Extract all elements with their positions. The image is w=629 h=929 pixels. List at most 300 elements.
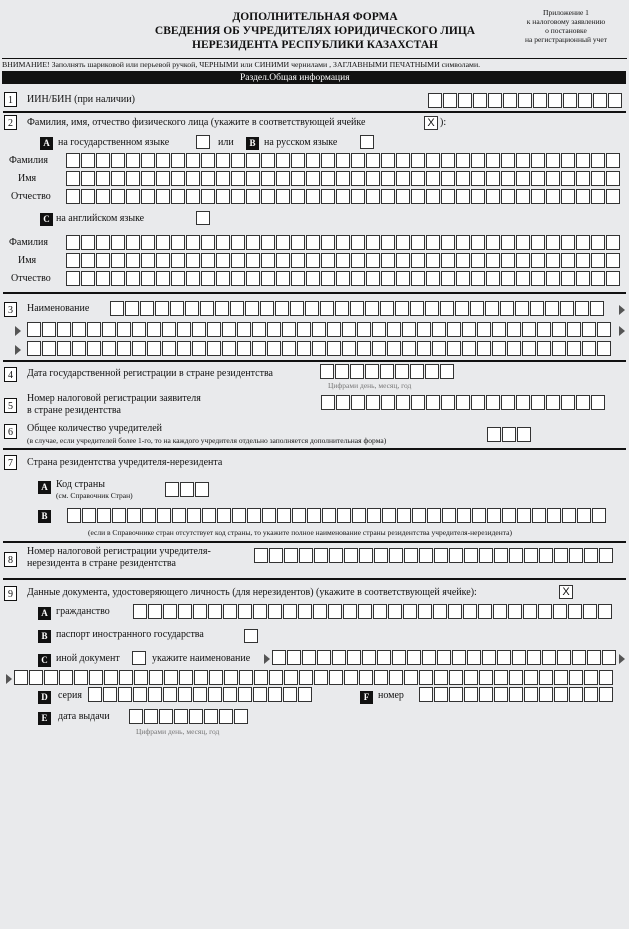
input-cell[interactable] (170, 301, 184, 316)
input-cell[interactable] (74, 670, 88, 685)
input-cell[interactable] (179, 670, 193, 685)
input-cell[interactable] (561, 271, 575, 286)
input-cell[interactable] (245, 301, 259, 316)
input-cell[interactable] (111, 189, 125, 204)
input-cell[interactable] (478, 604, 492, 619)
input-cell[interactable] (486, 271, 500, 286)
input-cell[interactable] (381, 153, 395, 168)
input-cell[interactable] (234, 709, 248, 724)
input-cell[interactable] (411, 271, 425, 286)
input-cell[interactable] (216, 171, 230, 186)
input-cell[interactable] (539, 548, 553, 563)
input-cell[interactable] (426, 171, 440, 186)
input-cell[interactable] (171, 235, 185, 250)
input-cell[interactable] (456, 153, 470, 168)
input-cell[interactable] (216, 153, 230, 168)
input-cell[interactable] (440, 301, 454, 316)
input-cell[interactable] (447, 341, 461, 356)
input-cell[interactable] (162, 341, 176, 356)
input-cell[interactable] (156, 271, 170, 286)
input-cell[interactable] (231, 253, 245, 268)
input-cell[interactable] (159, 709, 173, 724)
input-cell[interactable] (397, 508, 411, 523)
input-cell[interactable] (426, 235, 440, 250)
input-cell[interactable] (381, 235, 395, 250)
input-cell[interactable] (81, 171, 95, 186)
input-cell[interactable] (426, 395, 440, 410)
input-cell[interactable] (200, 301, 214, 316)
input-cell[interactable] (237, 341, 251, 356)
input-cell[interactable] (358, 604, 372, 619)
input-cell[interactable] (486, 171, 500, 186)
input-cell[interactable] (260, 301, 274, 316)
input-cell[interactable] (117, 341, 131, 356)
input-cell[interactable] (261, 189, 275, 204)
input-cell[interactable] (557, 650, 571, 665)
input-cell[interactable] (336, 271, 350, 286)
input-cell[interactable] (246, 271, 260, 286)
input-cell[interactable] (608, 93, 622, 108)
input-cell[interactable] (327, 322, 341, 337)
input-cell[interactable] (142, 508, 156, 523)
input-cell[interactable] (299, 670, 313, 685)
input-cell[interactable] (583, 604, 597, 619)
input-cell[interactable] (362, 650, 376, 665)
input-cell[interactable] (322, 508, 336, 523)
input-cell[interactable] (141, 253, 155, 268)
input-cell[interactable] (314, 670, 328, 685)
input-cell[interactable] (302, 650, 316, 665)
input-cell[interactable] (576, 253, 590, 268)
input-cell[interactable] (561, 189, 575, 204)
input-cell[interactable] (283, 604, 297, 619)
input-cell[interactable] (433, 604, 447, 619)
input-cell[interactable] (268, 604, 282, 619)
input-cell[interactable] (351, 235, 365, 250)
input-cell[interactable] (336, 189, 350, 204)
input-cell[interactable] (449, 670, 463, 685)
input-cell[interactable] (282, 341, 296, 356)
input-cell[interactable] (591, 235, 605, 250)
input-cell[interactable] (352, 508, 366, 523)
input-cell[interactable] (412, 508, 426, 523)
input-cell[interactable] (380, 301, 394, 316)
input-cell[interactable] (347, 650, 361, 665)
input-cell[interactable] (606, 189, 620, 204)
input-cell[interactable] (87, 322, 101, 337)
input-cell[interactable] (538, 604, 552, 619)
input-cell[interactable] (509, 670, 523, 685)
input-cell[interactable] (132, 341, 146, 356)
input-cell[interactable] (576, 189, 590, 204)
input-cell[interactable] (232, 508, 246, 523)
input-cell[interactable] (163, 604, 177, 619)
input-cell[interactable] (343, 604, 357, 619)
input-cell[interactable] (27, 341, 41, 356)
input-cell[interactable] (542, 650, 556, 665)
input-cell[interactable] (186, 235, 200, 250)
input-cell[interactable] (422, 650, 436, 665)
input-cell[interactable] (96, 189, 110, 204)
input-cell[interactable] (372, 341, 386, 356)
input-cell[interactable] (207, 341, 221, 356)
input-cell[interactable] (584, 670, 598, 685)
input-cell[interactable] (272, 650, 286, 665)
input-cell[interactable] (411, 235, 425, 250)
input-cell[interactable] (156, 171, 170, 186)
input-cell[interactable] (531, 395, 545, 410)
input-cell[interactable] (96, 235, 110, 250)
input-cell[interactable] (134, 670, 148, 685)
input-cell[interactable] (178, 687, 192, 702)
input-cell[interactable] (332, 650, 346, 665)
input-cell[interactable] (456, 171, 470, 186)
input-cell[interactable] (441, 235, 455, 250)
input-cell[interactable] (471, 235, 485, 250)
input-cell[interactable] (471, 395, 485, 410)
input-cell[interactable] (426, 153, 440, 168)
input-cell[interactable] (497, 650, 511, 665)
input-cell[interactable] (471, 171, 485, 186)
input-cell[interactable] (118, 687, 132, 702)
input-cell[interactable] (516, 153, 530, 168)
input-cell[interactable] (403, 604, 417, 619)
input-cell[interactable] (518, 93, 532, 108)
input-cell[interactable] (329, 548, 343, 563)
input-cell[interactable] (467, 650, 481, 665)
input-cell[interactable] (387, 322, 401, 337)
input-cell[interactable] (508, 604, 522, 619)
input-cell[interactable] (231, 271, 245, 286)
input-cell[interactable] (606, 235, 620, 250)
input-cell[interactable] (351, 189, 365, 204)
input-cell[interactable] (419, 670, 433, 685)
input-cell[interactable] (381, 271, 395, 286)
input-cell[interactable] (186, 271, 200, 286)
input-cell[interactable] (238, 687, 252, 702)
input-cell[interactable] (545, 301, 559, 316)
input-cell[interactable] (172, 508, 186, 523)
org-name-cells-3[interactable] (27, 341, 612, 356)
input-cell[interactable] (117, 322, 131, 337)
input-cell[interactable] (189, 709, 203, 724)
input-cell[interactable] (537, 322, 551, 337)
input-cell[interactable] (321, 271, 335, 286)
input-cell[interactable] (516, 171, 530, 186)
input-cell[interactable] (147, 322, 161, 337)
input-cell[interactable] (321, 235, 335, 250)
input-cell[interactable] (426, 253, 440, 268)
input-cell[interactable] (477, 341, 491, 356)
input-cell[interactable] (576, 171, 590, 186)
input-cell[interactable] (276, 271, 290, 286)
input-cell[interactable] (377, 650, 391, 665)
input-cell[interactable] (546, 171, 560, 186)
input-cell[interactable] (104, 670, 118, 685)
input-cell[interactable] (373, 604, 387, 619)
input-cell[interactable] (246, 253, 260, 268)
input-cell[interactable] (81, 189, 95, 204)
number-cells[interactable] (419, 687, 614, 702)
input-cell[interactable] (350, 364, 364, 379)
input-cell[interactable] (194, 670, 208, 685)
input-cell[interactable] (593, 93, 607, 108)
input-cell[interactable] (174, 709, 188, 724)
input-cell[interactable] (317, 650, 331, 665)
input-cell[interactable] (487, 508, 501, 523)
input-cell[interactable] (365, 301, 379, 316)
input-cell[interactable] (96, 171, 110, 186)
input-cell[interactable] (202, 508, 216, 523)
input-cell[interactable] (471, 253, 485, 268)
input-cell[interactable] (493, 604, 507, 619)
input-cell[interactable] (515, 301, 529, 316)
input-cell[interactable] (344, 548, 358, 563)
input-cell[interactable] (434, 548, 448, 563)
input-cell[interactable] (72, 322, 86, 337)
input-cell[interactable] (602, 650, 616, 665)
input-cell[interactable] (126, 153, 140, 168)
input-cell[interactable] (276, 235, 290, 250)
input-cell[interactable] (208, 604, 222, 619)
input-cell[interactable] (129, 709, 143, 724)
input-cell[interactable] (126, 171, 140, 186)
russian-language-checkbox[interactable] (360, 135, 374, 149)
input-cell[interactable] (96, 153, 110, 168)
input-cell[interactable] (195, 482, 209, 497)
doc-name-cells-1[interactable] (272, 650, 617, 665)
input-cell[interactable] (44, 670, 58, 685)
input-cell[interactable] (141, 189, 155, 204)
input-cell[interactable] (307, 508, 321, 523)
input-cell[interactable] (351, 153, 365, 168)
input-cell[interactable] (254, 670, 268, 685)
input-cell[interactable] (261, 253, 275, 268)
input-cell[interactable] (291, 153, 305, 168)
input-cell[interactable] (268, 687, 282, 702)
input-cell[interactable] (501, 153, 515, 168)
input-cell[interactable] (66, 253, 80, 268)
input-cell[interactable] (516, 271, 530, 286)
input-cell[interactable] (527, 650, 541, 665)
input-cell[interactable] (336, 171, 350, 186)
input-cell[interactable] (531, 153, 545, 168)
input-cell[interactable] (277, 508, 291, 523)
input-cell[interactable] (501, 271, 515, 286)
input-cell[interactable] (66, 153, 80, 168)
input-cell[interactable] (216, 271, 230, 286)
input-cell[interactable] (254, 548, 268, 563)
doc-name-cells-2[interactable] (14, 670, 614, 685)
input-cell[interactable] (441, 153, 455, 168)
input-cell[interactable] (380, 364, 394, 379)
input-cell[interactable] (342, 341, 356, 356)
input-cell[interactable] (567, 341, 581, 356)
input-cell[interactable] (180, 482, 194, 497)
input-cell[interactable] (509, 548, 523, 563)
input-cell[interactable] (267, 322, 281, 337)
input-cell[interactable] (144, 709, 158, 724)
input-cell[interactable] (562, 508, 576, 523)
input-cell[interactable] (357, 322, 371, 337)
input-cell[interactable] (208, 687, 222, 702)
input-cell[interactable] (291, 235, 305, 250)
input-cell[interactable] (425, 301, 439, 316)
input-cell[interactable] (350, 301, 364, 316)
input-cell[interactable] (351, 395, 365, 410)
input-cell[interactable] (148, 604, 162, 619)
input-cell[interactable] (532, 508, 546, 523)
input-cell[interactable] (320, 364, 334, 379)
input-cell[interactable] (599, 687, 613, 702)
input-cell[interactable] (276, 189, 290, 204)
input-cell[interactable] (432, 322, 446, 337)
input-cell[interactable] (381, 395, 395, 410)
input-cell[interactable] (374, 670, 388, 685)
input-cell[interactable] (470, 301, 484, 316)
input-cell[interactable] (126, 189, 140, 204)
input-cell[interactable] (524, 670, 538, 685)
input-cell[interactable] (592, 508, 606, 523)
input-cell[interactable] (290, 301, 304, 316)
input-cell[interactable] (126, 271, 140, 286)
input-cell[interactable] (164, 670, 178, 685)
other-doc-checkbox[interactable] (132, 651, 146, 665)
input-cell[interactable] (344, 670, 358, 685)
input-cell[interactable] (419, 687, 433, 702)
input-cell[interactable] (492, 341, 506, 356)
input-cell[interactable] (102, 341, 116, 356)
input-cell[interactable] (546, 153, 560, 168)
input-cell[interactable] (485, 301, 499, 316)
input-cell[interactable] (133, 687, 147, 702)
input-cell[interactable] (247, 508, 261, 523)
input-cell[interactable] (464, 670, 478, 685)
input-cell[interactable] (441, 395, 455, 410)
input-cell[interactable] (81, 153, 95, 168)
input-cell[interactable] (455, 301, 469, 316)
input-cell[interactable] (222, 322, 236, 337)
input-cell[interactable] (171, 153, 185, 168)
input-cell[interactable] (606, 171, 620, 186)
input-cell[interactable] (547, 508, 561, 523)
issue-date-cells[interactable] (129, 709, 249, 724)
input-cell[interactable] (216, 235, 230, 250)
input-cell[interactable] (575, 301, 589, 316)
input-cell[interactable] (487, 427, 501, 442)
input-cell[interactable] (141, 271, 155, 286)
input-cell[interactable] (186, 153, 200, 168)
input-cell[interactable] (591, 153, 605, 168)
input-cell[interactable] (321, 171, 335, 186)
input-cell[interactable] (591, 171, 605, 186)
citizenship-cells[interactable] (133, 604, 613, 619)
input-cell[interactable] (291, 189, 305, 204)
input-cell[interactable] (141, 171, 155, 186)
input-cell[interactable] (606, 253, 620, 268)
input-cell[interactable] (162, 322, 176, 337)
input-cell[interactable] (351, 171, 365, 186)
input-cell[interactable] (447, 322, 461, 337)
input-cell[interactable] (217, 508, 231, 523)
input-cell[interactable] (111, 271, 125, 286)
input-cell[interactable] (320, 301, 334, 316)
input-cell[interactable] (328, 604, 342, 619)
input-cell[interactable] (410, 364, 424, 379)
input-cell[interactable] (171, 253, 185, 268)
input-cell[interactable] (246, 235, 260, 250)
input-cell[interactable] (313, 604, 327, 619)
input-cell[interactable] (321, 153, 335, 168)
input-cell[interactable] (231, 189, 245, 204)
input-cell[interactable] (590, 301, 604, 316)
input-cell[interactable] (89, 670, 103, 685)
input-cell[interactable] (597, 322, 611, 337)
input-cell[interactable] (312, 341, 326, 356)
input-cell[interactable] (57, 341, 71, 356)
input-cell[interactable] (178, 604, 192, 619)
input-cell[interactable] (297, 341, 311, 356)
input-cell[interactable] (546, 253, 560, 268)
input-cell[interactable] (576, 271, 590, 286)
input-cell[interactable] (372, 322, 386, 337)
input-cell[interactable] (396, 395, 410, 410)
input-cell[interactable] (305, 301, 319, 316)
input-cell[interactable] (546, 395, 560, 410)
input-cell[interactable] (531, 271, 545, 286)
input-cell[interactable] (426, 189, 440, 204)
input-cell[interactable] (396, 189, 410, 204)
input-cell[interactable] (396, 235, 410, 250)
input-cell[interactable] (576, 153, 590, 168)
input-cell[interactable] (546, 235, 560, 250)
input-cell[interactable] (576, 395, 590, 410)
input-cell[interactable] (366, 153, 380, 168)
input-cell[interactable] (156, 253, 170, 268)
input-cell[interactable] (42, 341, 56, 356)
input-cell[interactable] (291, 171, 305, 186)
input-cell[interactable] (479, 687, 493, 702)
input-cell[interactable] (126, 253, 140, 268)
org-name-cells-2[interactable] (27, 322, 612, 337)
input-cell[interactable] (531, 171, 545, 186)
input-cell[interactable] (351, 253, 365, 268)
input-cell[interactable] (66, 189, 80, 204)
input-cell[interactable] (392, 650, 406, 665)
input-cell[interactable] (569, 548, 583, 563)
input-cell[interactable] (569, 687, 583, 702)
input-cell[interactable] (501, 253, 515, 268)
input-cell[interactable] (81, 253, 95, 268)
input-cell[interactable] (298, 687, 312, 702)
input-cell[interactable] (404, 670, 418, 685)
input-cell[interactable] (291, 253, 305, 268)
input-cell[interactable] (111, 235, 125, 250)
input-cell[interactable] (201, 189, 215, 204)
input-cell[interactable] (381, 171, 395, 186)
input-cell[interactable] (442, 508, 456, 523)
input-cell[interactable] (488, 93, 502, 108)
input-cell[interactable] (402, 322, 416, 337)
input-cell[interactable] (584, 548, 598, 563)
input-cell[interactable] (306, 153, 320, 168)
input-cell[interactable] (426, 271, 440, 286)
input-cell[interactable] (261, 153, 275, 168)
input-cell[interactable] (486, 235, 500, 250)
input-cell[interactable] (382, 508, 396, 523)
name-cells-en[interactable] (66, 253, 621, 268)
input-cell[interactable] (599, 548, 613, 563)
